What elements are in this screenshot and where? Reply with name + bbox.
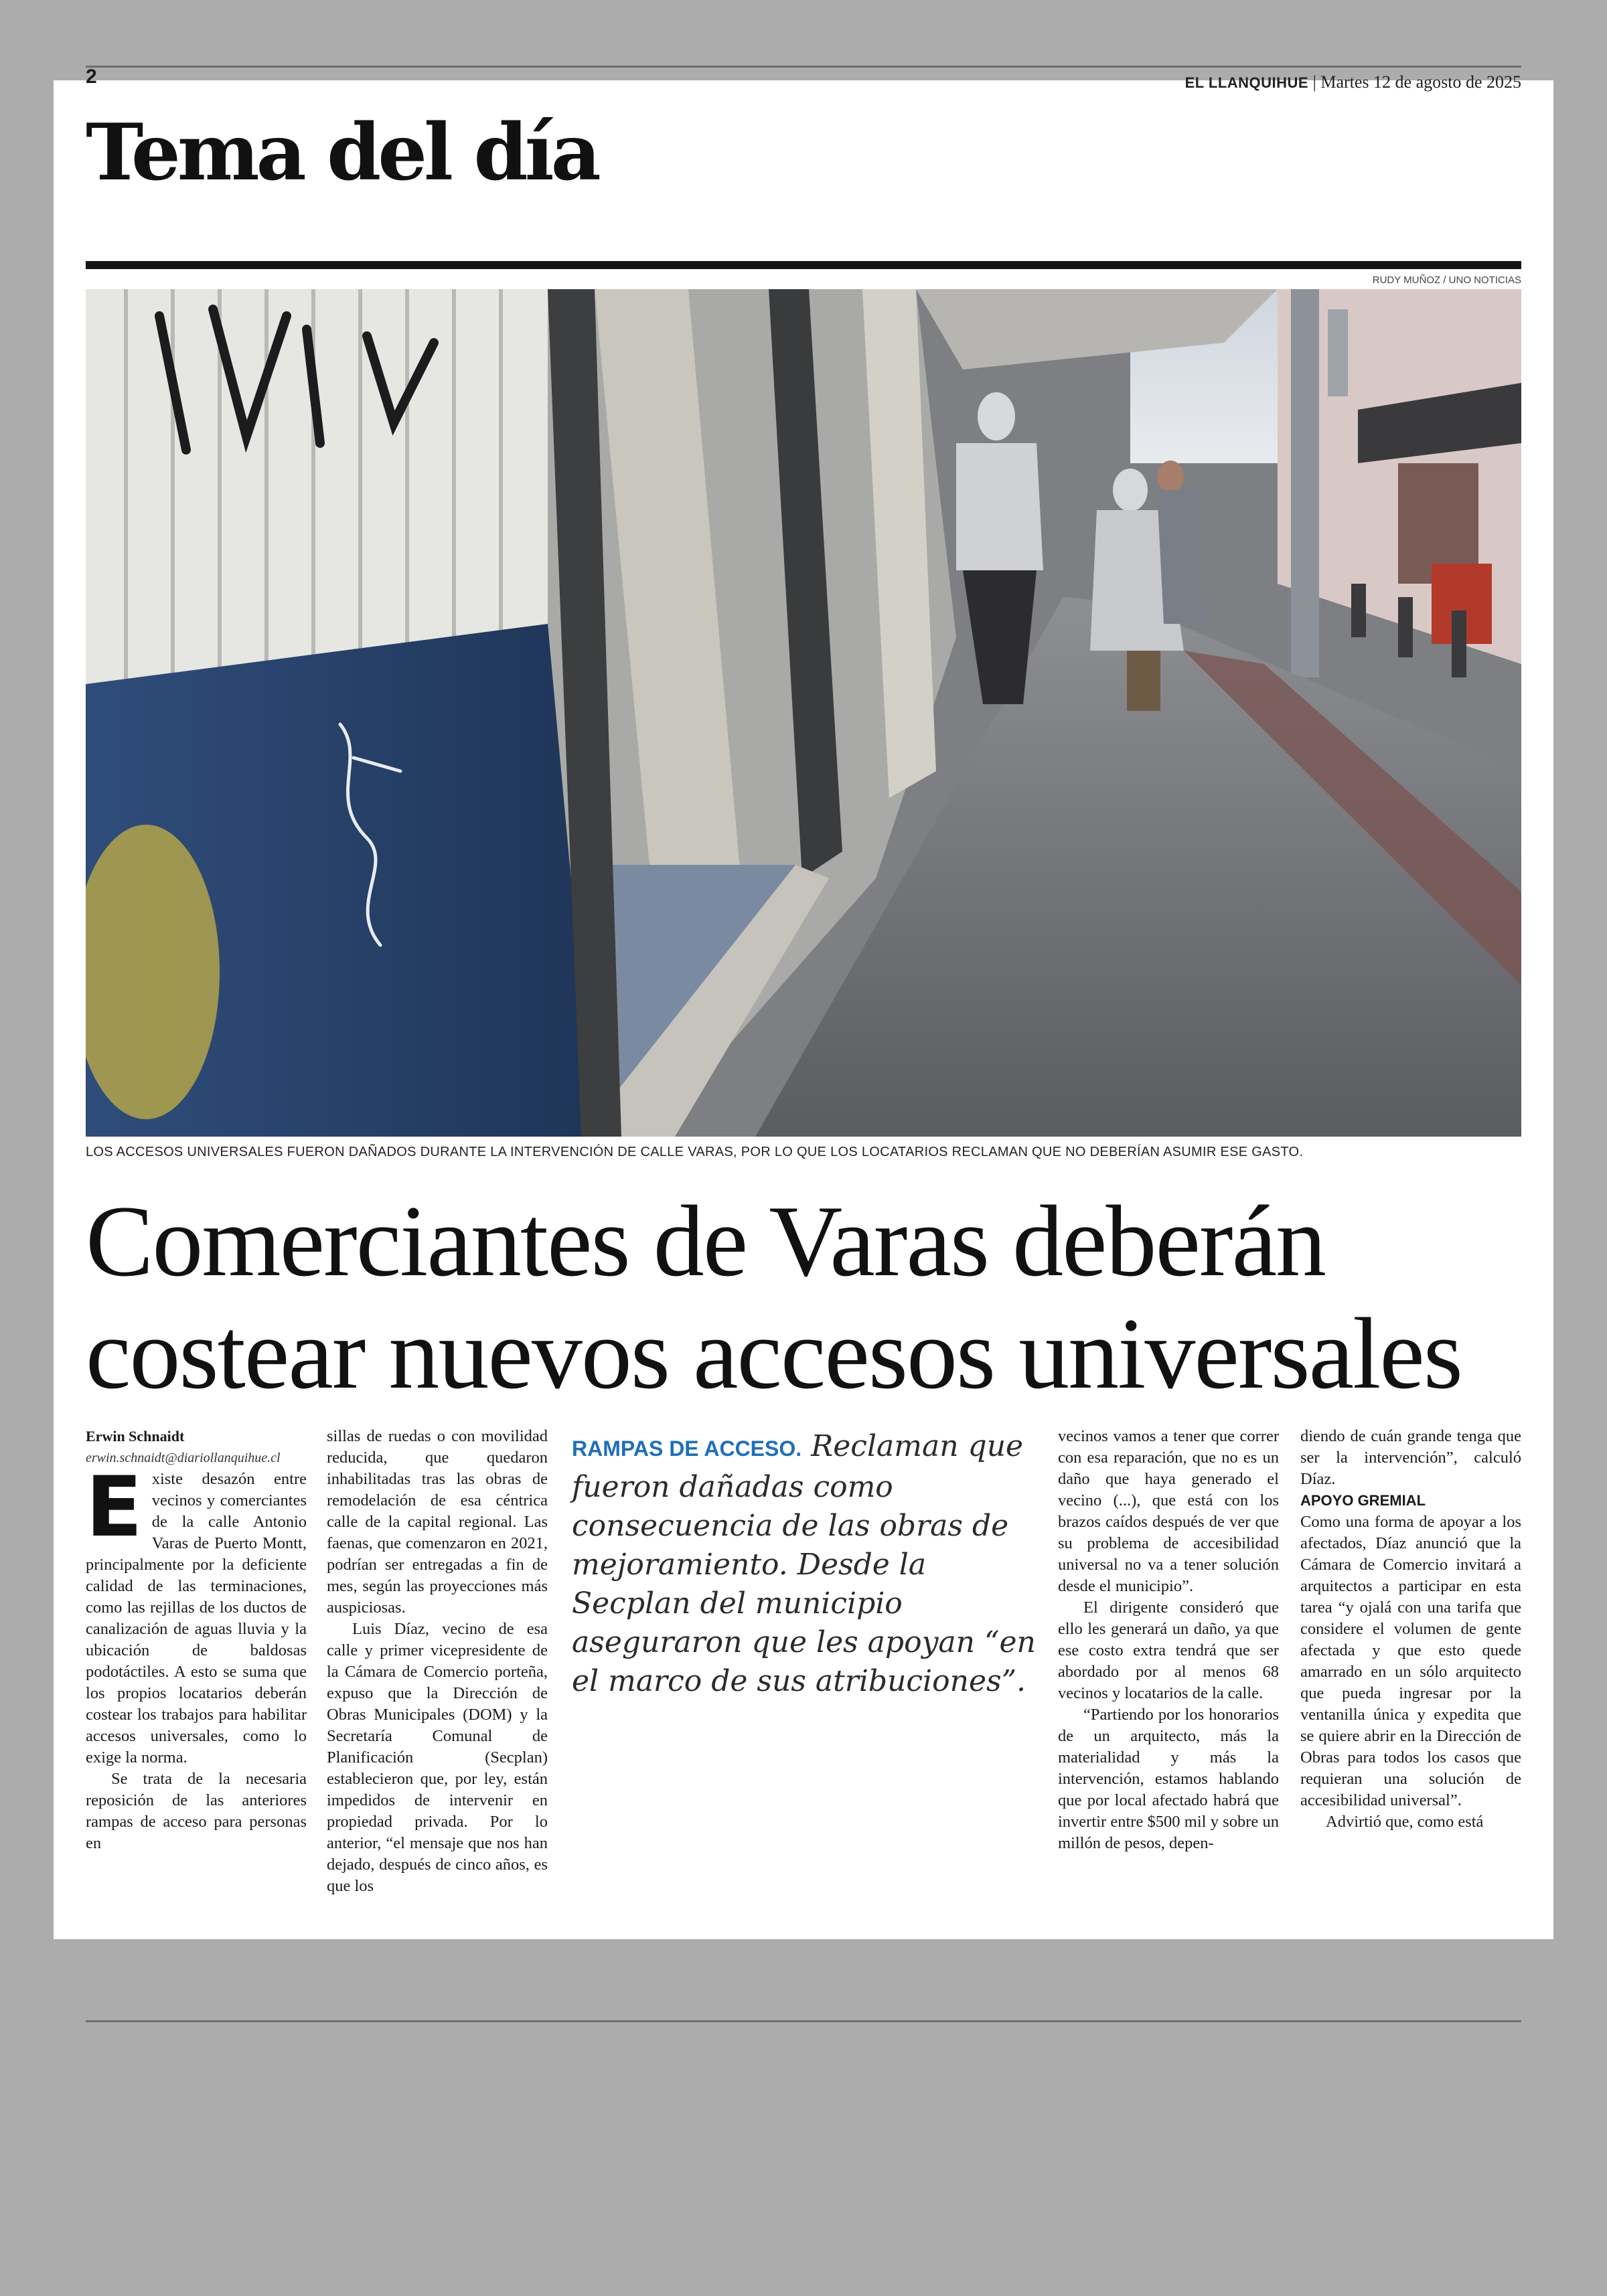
top-divider: [86, 66, 1521, 68]
article-column-3: [1058, 1426, 1279, 1854]
deck-kicker: RAMPAS DE ACCESO.: [572, 1437, 802, 1461]
folio: [1185, 72, 1521, 92]
subhead: APOYO GREMIAL: [1300, 1492, 1426, 1509]
article-column-2: [327, 1426, 548, 1897]
paragraph: diendo de cuán grande tenga que ser la intervención”, calculó Díaz.: [1300, 1427, 1521, 1488]
headline-line-1: Comerciantes de Varas deberán: [86, 1185, 1326, 1297]
article-column-4: [1300, 1426, 1521, 1833]
paragraph: El dirigente consideró que ello les generará un daño, ya que ese costo extra tendrá que ser abordado por al menos 68 vecinos y locatarios de la calle.: [1058, 1598, 1279, 1702]
paragraph: Se trata de la necesaria reposición de las anteriores rampas de acceso para personas en: [86, 1770, 307, 1852]
paragraph: vecinos vamos a tener que correr con esa reparación, que no es un daño que haya generado el vecino (...), que está con los brazos caídos después de ver que su problema de accesibilidad universal no va a tener solución desde el municipio”.: [1058, 1427, 1279, 1595]
article-deck: [572, 1427, 1041, 1701]
paragraph: sillas de ruedas o con movilidad reducida, que quedaron inhabilitadas tras las obras de remodelación de esa céntrica calle de la capital regional. Las faenas, que comenzaron en 2021, podrían ser entregadas a fin de mes, según las proyecciones más auspiciosas.: [327, 1427, 548, 1617]
paragraph: [86, 1459, 307, 1769]
byline-email: erwin.schnaidt@diariollanquihue.cl: [86, 1451, 281, 1465]
byline-name: Erwin Schnaidt: [86, 1428, 185, 1445]
paragraph: Advirtió que, como está: [1326, 1813, 1484, 1831]
headline: [86, 1185, 1521, 1410]
newspaper-page: [54, 66, 1553, 1939]
folio-separator: |: [1312, 72, 1316, 92]
section-title: Tema del día: [86, 107, 598, 198]
headline-line-2: costear nuevos accesos universales: [86, 1297, 1462, 1410]
bottom-divider: [86, 2020, 1521, 2022]
photo-caption: LOS ACCESOS UNIVERSALES FUERON DAÑADOS DURANTE LA INTERVENCIÓN DE CALLE VARAS, POR LO QUE LOS LOCATARIOS RECLAMAN QUE NO DEBERÍAN ASUMIR ESE GASTO.: [86, 1145, 1304, 1159]
section-rule: [86, 261, 1521, 269]
paragraph: Luis Díaz, vecino de esa calle y primer vicepresidente de la Cámara de Comercio porteña, expuso que la Dirección de Obras Municipales (DOM) y la Secretaría Comunal de Planificación (Secplan) establecieron que, por ley, están impedidos de intervenir en propiedad privada. Por lo anterior, “el mensaje que nos han dejado, después de cinco años, es que los: [327, 1620, 548, 1895]
paragraph-text: xiste desazón entre vecinos y comerciantes de la calle Antonio Varas de Puerto Montt, principalmente por la deficiente calidad de las terminaciones, como las rejillas de los ductos de canalización de aguas lluvia y la ubicación de baldosas podotáctiles. A esto se suma que los propios locatarios deberán costear los trabajos para habilitar accesos universales, como lo exige la norma.: [86, 1470, 307, 1767]
photo-credit: RUDY MUÑOZ / UNO NOTICIAS: [1372, 274, 1521, 286]
street-photo-illustration: [86, 289, 1521, 1137]
street-photo: [86, 289, 1521, 1137]
paragraph: Como una forma de apoyar a los afectados, Díaz anunció que la Cámara de Comercio invitará a arquitectos a participar en esta tarea “y ojalá con una tarifa que considere el volumen de gente afectada y que esto quede amarrado en un sólo arquitecto que pueda ingresar por la ventanilla única y expedita que se quiere abrir en la Dirección de Obras para todos los casos que requieran una solución de accesibilidad universal”.: [1300, 1513, 1521, 1809]
article-column-1: [86, 1426, 307, 1854]
publication-name: EL LLANQUIHUE: [1184, 74, 1309, 91]
drop-cap: E: [86, 1459, 143, 1556]
paragraph: “Partiendo por los honorarios de un arquitecto, más la materialidad y más la intervención, estamos hablando que por local afectado habrá que invertir entre $500 mil y sobre un millón de pesos, depen-: [1058, 1706, 1279, 1852]
publication-date: Martes 12 de agosto de 2025: [1320, 72, 1521, 92]
deck-text: Reclaman que fueron dañadas como consecuencia de las obras de mejoramiento. Desde la Secplan del municipio aseguraron que les apoyan “en el marco de sus atribuciones”.: [572, 1429, 1036, 1698]
page-number: 2: [86, 66, 97, 88]
